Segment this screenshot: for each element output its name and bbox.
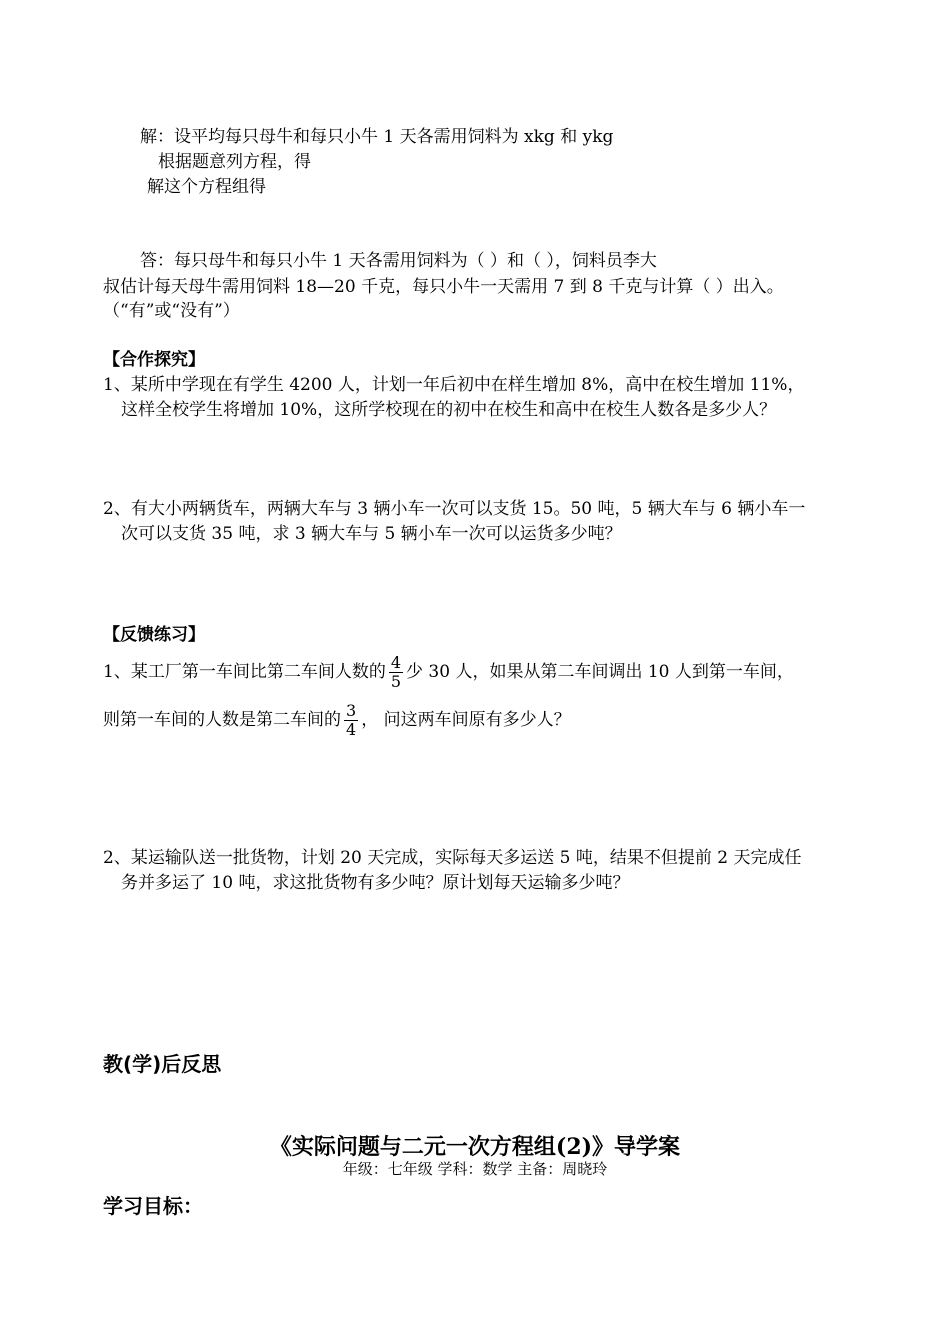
feedback-heading: 【反馈练习】 [103,625,205,645]
cooperate-q2-line-2: 次可以支货 35 吨，求 3 辆大车与 5 辆小车一次可以运货多少吨？ [121,524,622,544]
feedback-q2-line-1: 2、某运输队送一批货物，计划 20 天完成，实际每天多运送 5 吨，结果不但提前 2 天完成任 [103,848,802,868]
feedback-q2-line-2: 务并多运了 10 吨，求这批货物有多少吨？原计划每天运输多少吨？ [121,873,630,893]
fraction-three-quarters [344,702,358,739]
feedback-q1-line-2 [103,700,571,740]
reflection-heading: 教(学)后反思 [103,1052,222,1076]
learning-goals-heading: 学习目标： [103,1194,203,1218]
cooperate-heading: 【合作探究】 [103,350,205,370]
fraction-four-fifths [389,654,403,691]
feedback-q1-line-1 [103,652,794,692]
cooperate-q1-line-1: 1、某所中学现在有学生 4200 人，计划一年后初中在样生增加 8%，高中在校生增加 11%， [103,375,805,395]
answer-line-1: 答：每只母牛和每只小牛 1 天各需用饲料为（ ）和（ ），饲料员李大 [140,251,657,271]
lesson-meta: 年级：七年级 学科：数学 主备：周晓玲 [342,1160,608,1178]
fraction-denominator: 4 [346,720,357,739]
answer-line-2: 叔估计每天母牛需用饲料 18—20 千克，每只小牛一天需用 7 到 8 千克与计算（ ）出入。 [103,277,784,297]
feedback-q1-text-c: 则第一车间的人数是第二车间的 [103,710,341,730]
answer-line-3: （“有”或“没有”） [103,301,240,321]
cooperate-q1-line-2: 这样全校学生将增加 10%，这所学校现在的初中在校生和高中在校生人数各是多少人？ [121,400,777,420]
feedback-q1-text-a: 1、某工厂第一车间比第二车间人数的 [103,662,386,682]
lesson-title: 《实际问题与二元一次方程组(2)》导学案 [269,1134,681,1160]
fraction-denominator: 5 [390,672,402,691]
feedback-q1-text-b: 少 30 人，如果从第二车间调出 10 人到第一车间， [406,662,794,682]
cooperate-q2-line-1: 2、有大小两辆货车，两辆大车与 3 辆小车一次可以支货 15。50 吨，5 辆大车与 6 辆小车一 [103,499,806,519]
solution-line-2: 根据题意列方程，得 [158,152,311,172]
solution-line-1: 解：设平均每只母牛和每只小牛 1 天各需用饲料为 xkg 和 ykg [140,127,614,147]
solution-line-3: 解这个方程组得 [147,177,266,197]
fraction-numerator: 4 [390,653,402,672]
fraction-numerator: 3 [346,701,357,720]
feedback-q1-text-d: ， 问这两车间原有多少人？ [361,710,571,730]
